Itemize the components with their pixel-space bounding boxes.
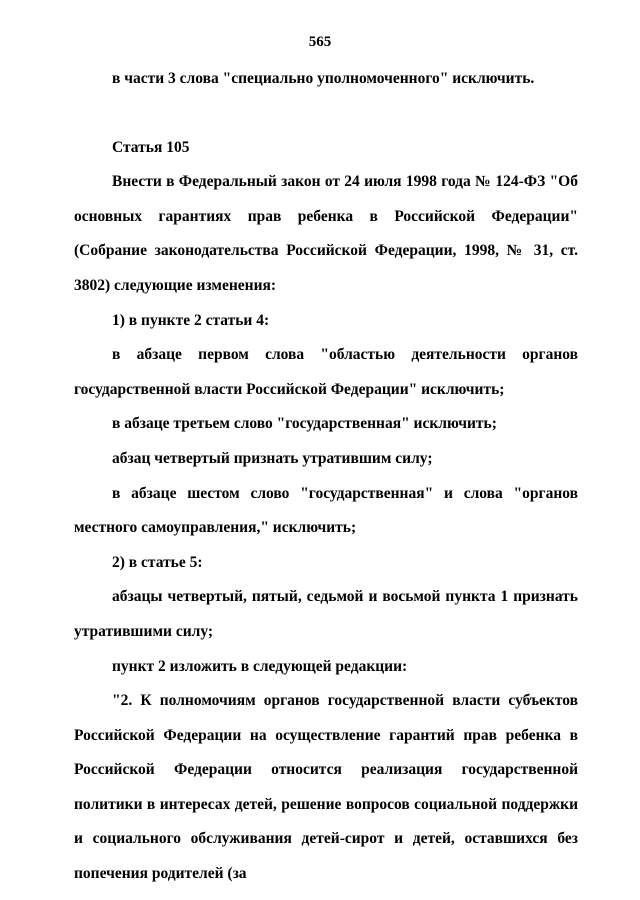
paragraph-abzacy-lost-force: абзацы четвертый, пятый, седьмой и восьмой пункта 1 признать утратившими силу; — [74, 588, 578, 640]
paragraph-point-2-new: пункт 2 изложить в следующей редакции: — [112, 657, 408, 675]
paragraph-item-1: 1) в пункте 2 статьи 4: — [112, 311, 270, 329]
article-heading: Статья 105 — [112, 138, 190, 156]
paragraph-abzac-third: в абзаце третьем слово "государственная" исключить; — [112, 415, 497, 433]
page-number: 565 — [308, 34, 332, 50]
paragraph-part3-exclusion: в части 3 слова "специально уполномоченного" исключить. — [112, 70, 535, 87]
paragraph-quoted-point-2: "2. К полномочиям органов государственной власти субъектов Российской Федерации на осуществление гарантий прав ребенка в Российской Федерации относится реализация государственной политики в интересах детей, решение вопросов социальной поддержки и социального обслуживания детей-сирот и детей, оставшихся без попечения родителей (за — [74, 692, 578, 883]
paragraph-abzac-first: в абзаце первом слова "областью деятельности органов государственной власти Российской Федерации" исключить; — [74, 346, 578, 398]
paragraph-item-2: 2) в статье 5: — [112, 553, 203, 571]
paragraph-abzac-sixth: в абзаце шестом слово "государственная" и слова "органов местного самоуправления," исключить; — [74, 484, 578, 537]
document-body — [74, 62, 578, 892]
paragraph-intro: Внести в Федеральный закон от 24 июля 1998 года № 124-ФЗ "Об основных гарантиях прав ребенка в Российской Федерации" (Собрание законодательства Российской Федерации, 1998, № 31, ст. 3802) следующие изменения: — [74, 173, 578, 294]
paragraph-abzac-fourth: абзац четвертый признать утратившим силу; — [112, 449, 433, 467]
